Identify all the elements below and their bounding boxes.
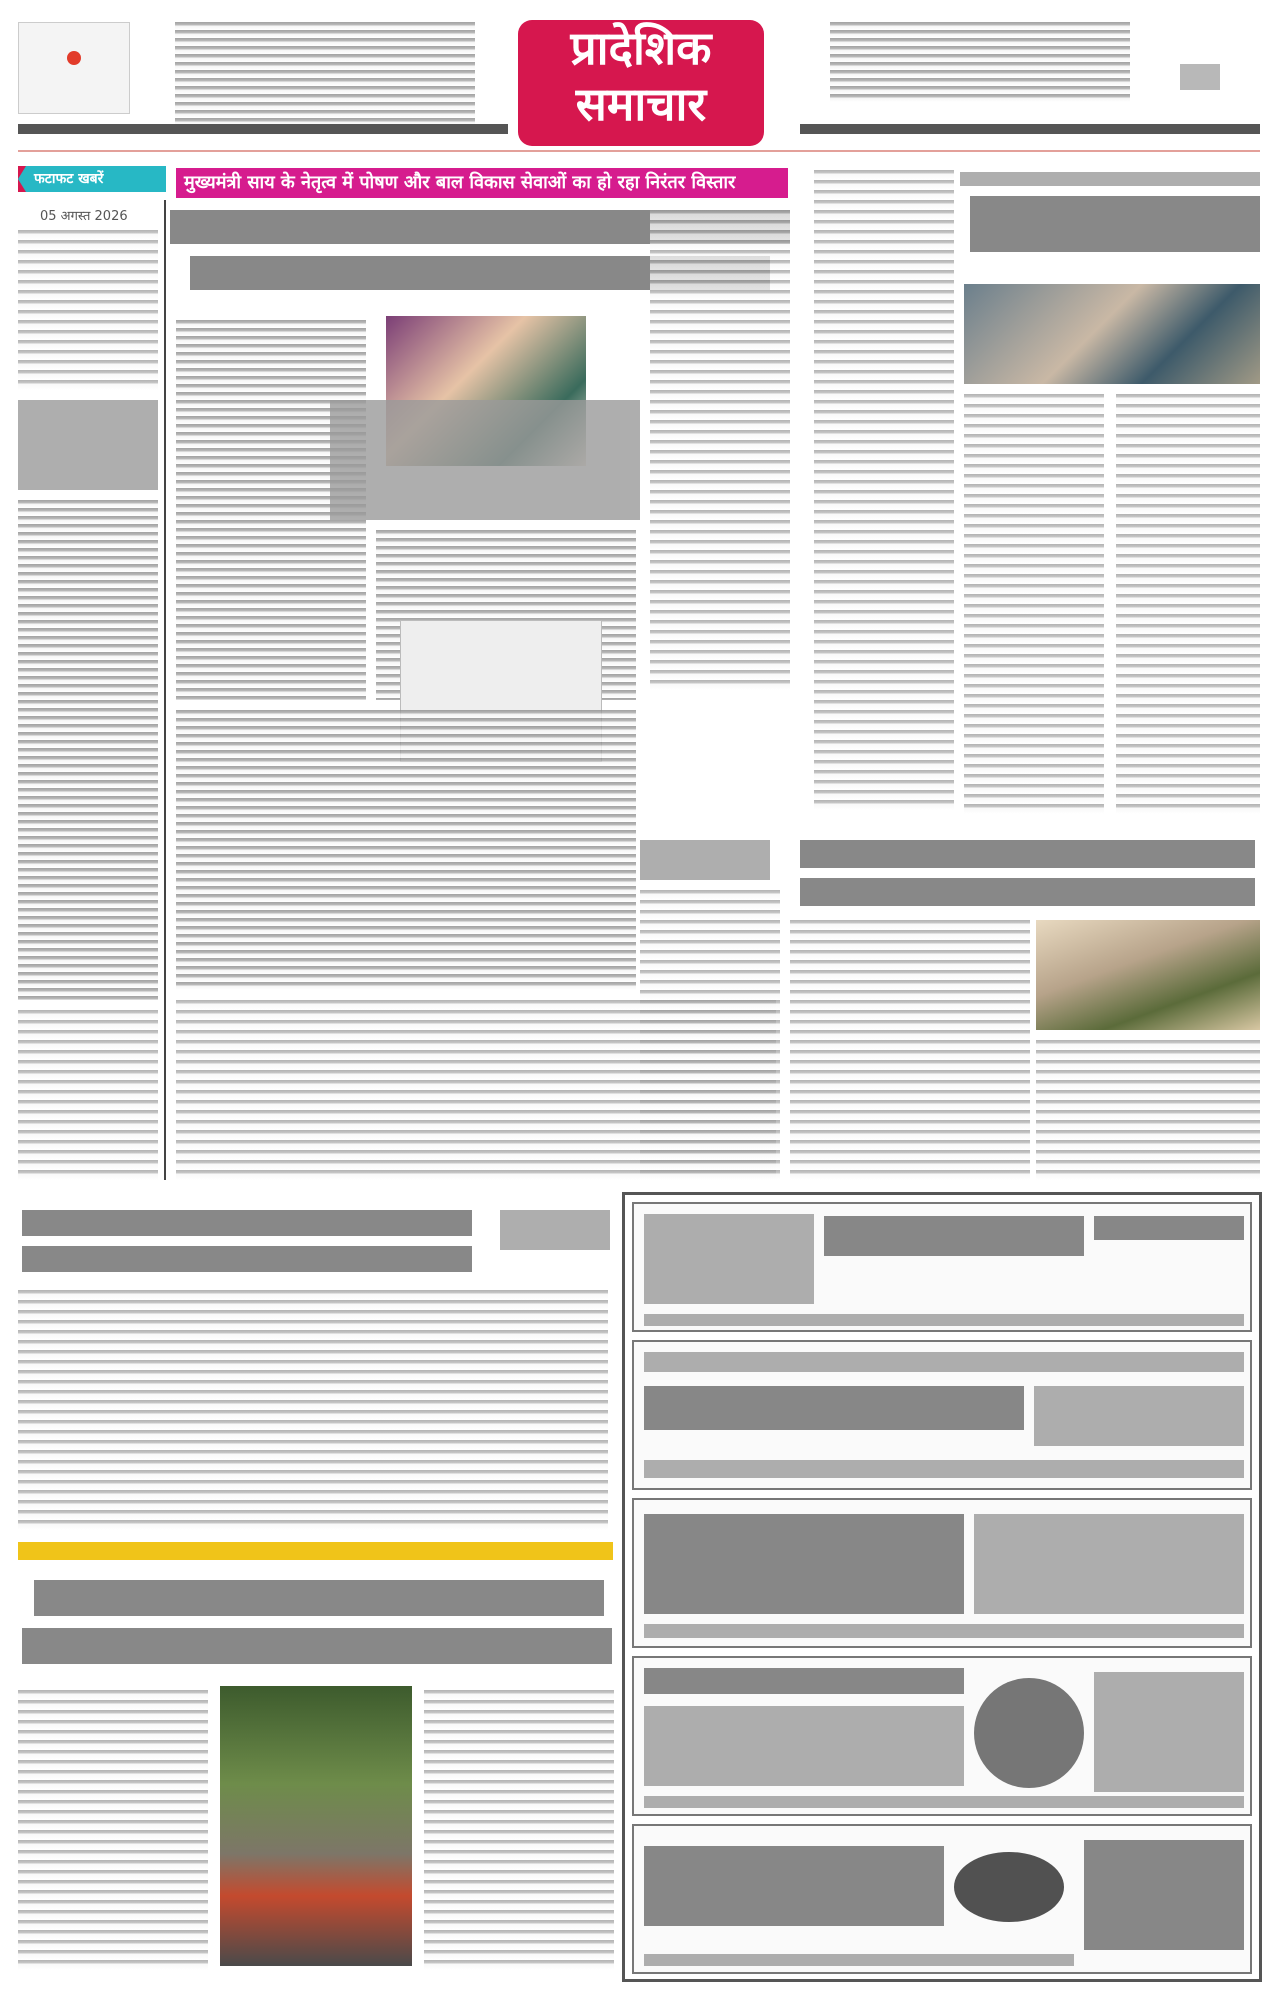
section-badge [518,20,764,146]
brief-3 [18,1010,158,1180]
lower-headline-2 [22,1246,472,1272]
badge-line-2: समाचार [575,77,707,131]
lower-story-body [18,1290,608,1530]
edition-date: 05 अगस्त 2026 [40,209,128,224]
newspaper-logo [18,22,130,114]
middle-small-headline [640,840,770,880]
lead-story-band: मुख्यमंत्री साय के नेतृत्व में पोषण और बाल विकास सेवाओं का हो रहा निरंतर विस्तार [176,168,788,198]
brief-1 [18,230,158,390]
ad-4 [632,1656,1252,1816]
badge-line-1: प्रादेशिक [570,21,712,75]
section-tag: फटाफट खबरें [18,166,166,192]
ad-5 [632,1824,1252,1974]
right-col-2 [964,394,1104,814]
right-mid-headline-2 [800,878,1255,906]
right-col-1 [814,170,954,810]
lower-side-headline [500,1210,610,1250]
women-photo [1036,920,1260,1030]
section-tag-arrow-icon [18,166,26,192]
page-number [1180,64,1220,90]
right-kicker [960,172,1260,186]
meeting-photo [964,284,1260,384]
masthead-thin-rule [18,150,1260,152]
masthead-right-news [830,22,1130,102]
bottom-story-col-1 [18,1690,208,1970]
security-forces-photo [220,1686,412,1966]
logo-mark-icon [67,51,81,65]
bottom-story-col-3 [424,1690,614,1970]
masthead-rule-right [800,124,1260,134]
middle-column-story [650,210,790,690]
brief-2-body [18,500,158,1000]
lead-story-subhead [330,400,640,520]
bottom-headline-1 [34,1580,604,1616]
middle-small-story [640,890,780,1180]
right-mid-headline-1 [800,840,1255,868]
right-col-3 [1116,394,1260,814]
ad-2 [632,1340,1252,1490]
right-headline [970,196,1260,252]
brief-2-headline [18,400,158,490]
lower-headline-1 [22,1210,472,1236]
column-divider [164,200,166,1180]
ad-1 [632,1202,1252,1332]
right-mid-body [790,920,1030,1180]
masthead-rule-left [18,124,508,134]
yellow-kicker-strip [18,1542,613,1560]
ad-3 [632,1498,1252,1648]
lead-story-col-3 [176,710,636,990]
right-mid-body-2 [1036,1040,1260,1180]
bottom-headline-2 [22,1628,612,1664]
masthead-top-news [175,22,475,132]
